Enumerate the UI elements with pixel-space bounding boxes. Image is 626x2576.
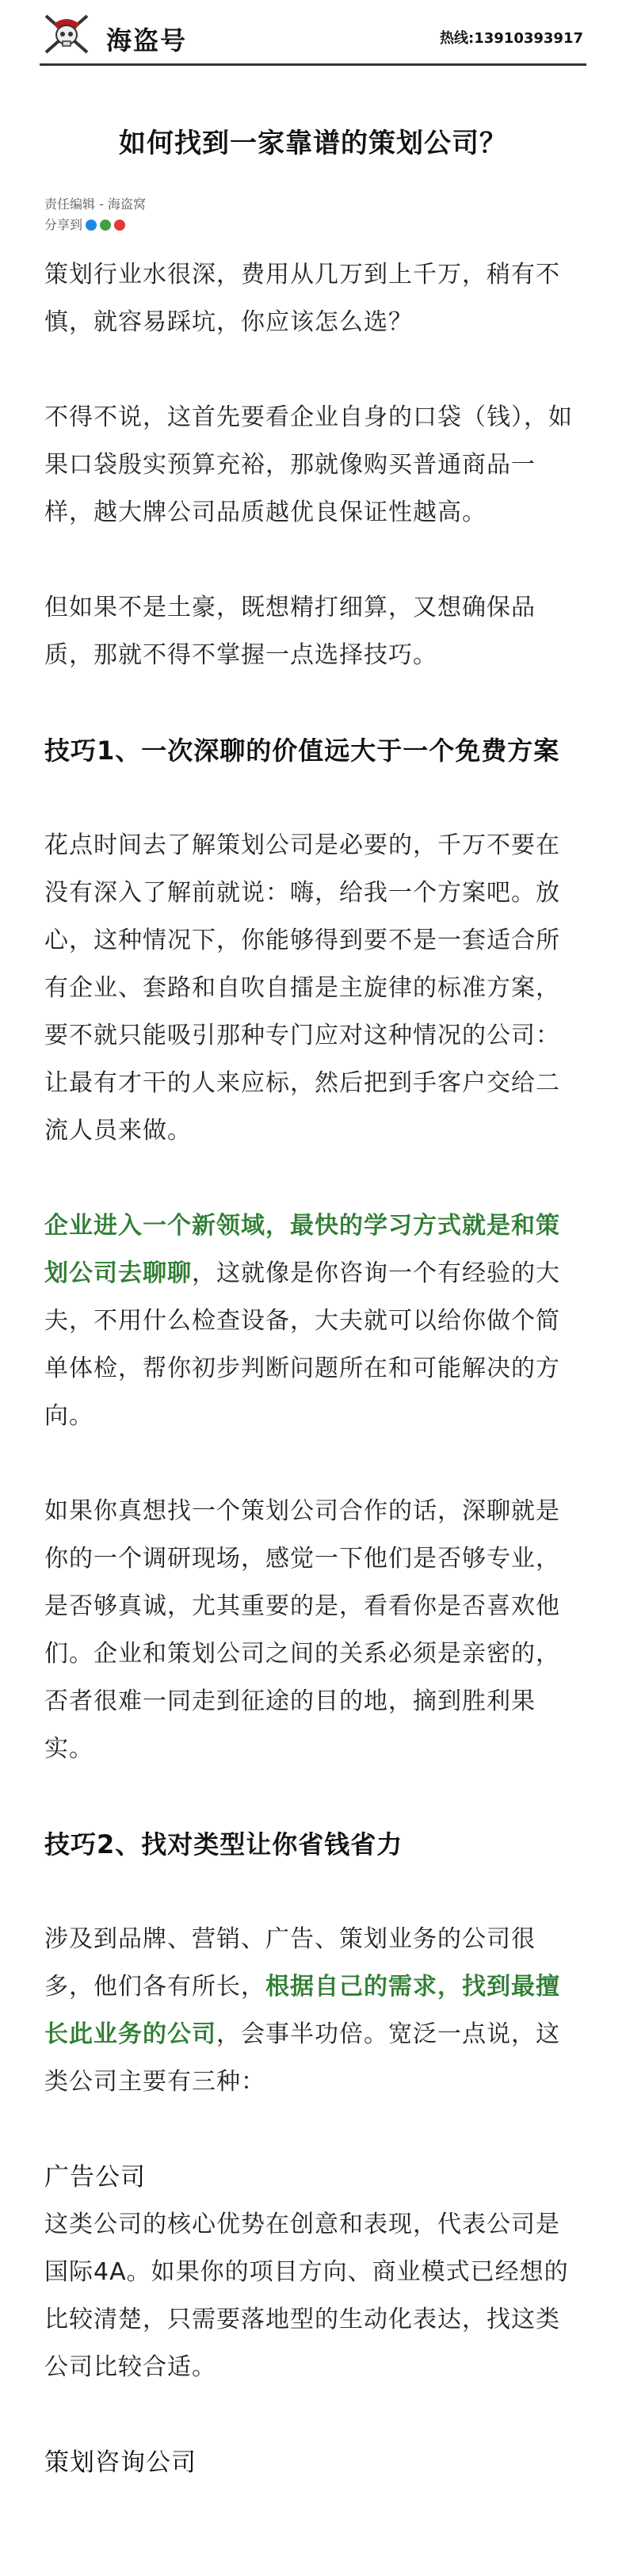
weibo-icon[interactable] [114, 220, 125, 231]
paragraph-7-a: 涉及到品牌、营销、广告、策划业务的公司很多，他们各有所长， [44, 1925, 536, 2001]
hotline-text: 热线:13910393917 [440, 30, 583, 47]
subheading-consulting: 策划咨询公司 [44, 2448, 197, 2477]
paragraph-3: 但如果不是土豪，既想精打细算，又想确保品质，那就不得不掌握一点选择技巧。 [44, 594, 536, 669]
paragraph-6: 如果你真想找一个策划公司合作的话，深聊就是你的一个调研现场，感觉一下他们是否够专业，是否够真诚，尤其重要的是，看看你是否喜欢他们。企业和策划公司之间的关系必须是亲密的，否者很难一同走到征途的目的地，摘到胜利果实。 [44, 1497, 560, 1763]
article-meta [44, 194, 626, 235]
skull-crossed-swords-icon[interactable] [43, 13, 90, 55]
highlight-text: 企业进入一个新领域，最快的学习方式就是和策划公司去聊聊 [44, 1212, 560, 1287]
highlight-text-2: 根据自己的需求，找到最擅长此业务的公司 [44, 1973, 560, 2048]
paragraph-4: 花点时间去了解策划公司是必要的，千万不要在没有深入了解前就说：嗨，给我一个方案吧。放心，这种情况下，你能够得到要不是一套适合所有企业、套路和自吹自擂是主旋律的标准方案，要不就只能吸引那种专门应对这种情况的公司：让最有才干的人来应标，然后把到手客户交给二流人员来做。 [44, 831, 560, 1145]
paragraph-5 [44, 1202, 582, 1440]
article-title: 如何找到一家靠谱的策划公司？ [119, 128, 507, 159]
paragraph-1: 策划行业水很深，费用从几万到上千万，稍有不慎，就容易踩坑，你应该怎么选？ [44, 261, 560, 336]
paragraph-7-b: ，会事半功倍。宽泛一点说，这类公司主要有三种： [44, 2020, 560, 2096]
site-brand[interactable]: 海盗号 [106, 25, 188, 55]
paragraph-7 [44, 1916, 582, 2106]
tip-2-heading: 技巧2、找对类型让你省钱省力 [44, 1829, 403, 1859]
qq-icon[interactable] [86, 220, 97, 231]
wechat-icon[interactable] [100, 220, 111, 231]
paragraph-5-rest: ，这就像是你咨询一个有经验的大夫，不用什么检查设备，大夫就可以给你做个简单体检，帮你初步判断问题所在和可能解决的方向。 [44, 1259, 560, 1430]
subheading-ad-agency: 广告公司 [44, 2163, 146, 2192]
tip-1-heading: 技巧1、一次深聊的价值远大于一个免费方案 [44, 736, 560, 766]
share-label: 分享到 [44, 217, 83, 232]
share-row [44, 215, 626, 235]
paragraph-2: 不得不说，这首先要看企业自身的口袋（钱），如果口袋殷实预算充裕，那就像购买普通商品一样，越大牌公司品质越优良保证性越高。 [44, 403, 573, 526]
editor-text: 责任编辑 - 海盗窝 [44, 197, 146, 212]
paragraph-8: 这类公司的核心优势在创意和表现，代表公司是国际4A。如果你的项目方向、商业模式已经想的比较清楚，只需要落地型的生动化表达，找这类公司比较合适。 [44, 2211, 569, 2381]
article-body [44, 251, 582, 2486]
site-header [40, 0, 586, 66]
